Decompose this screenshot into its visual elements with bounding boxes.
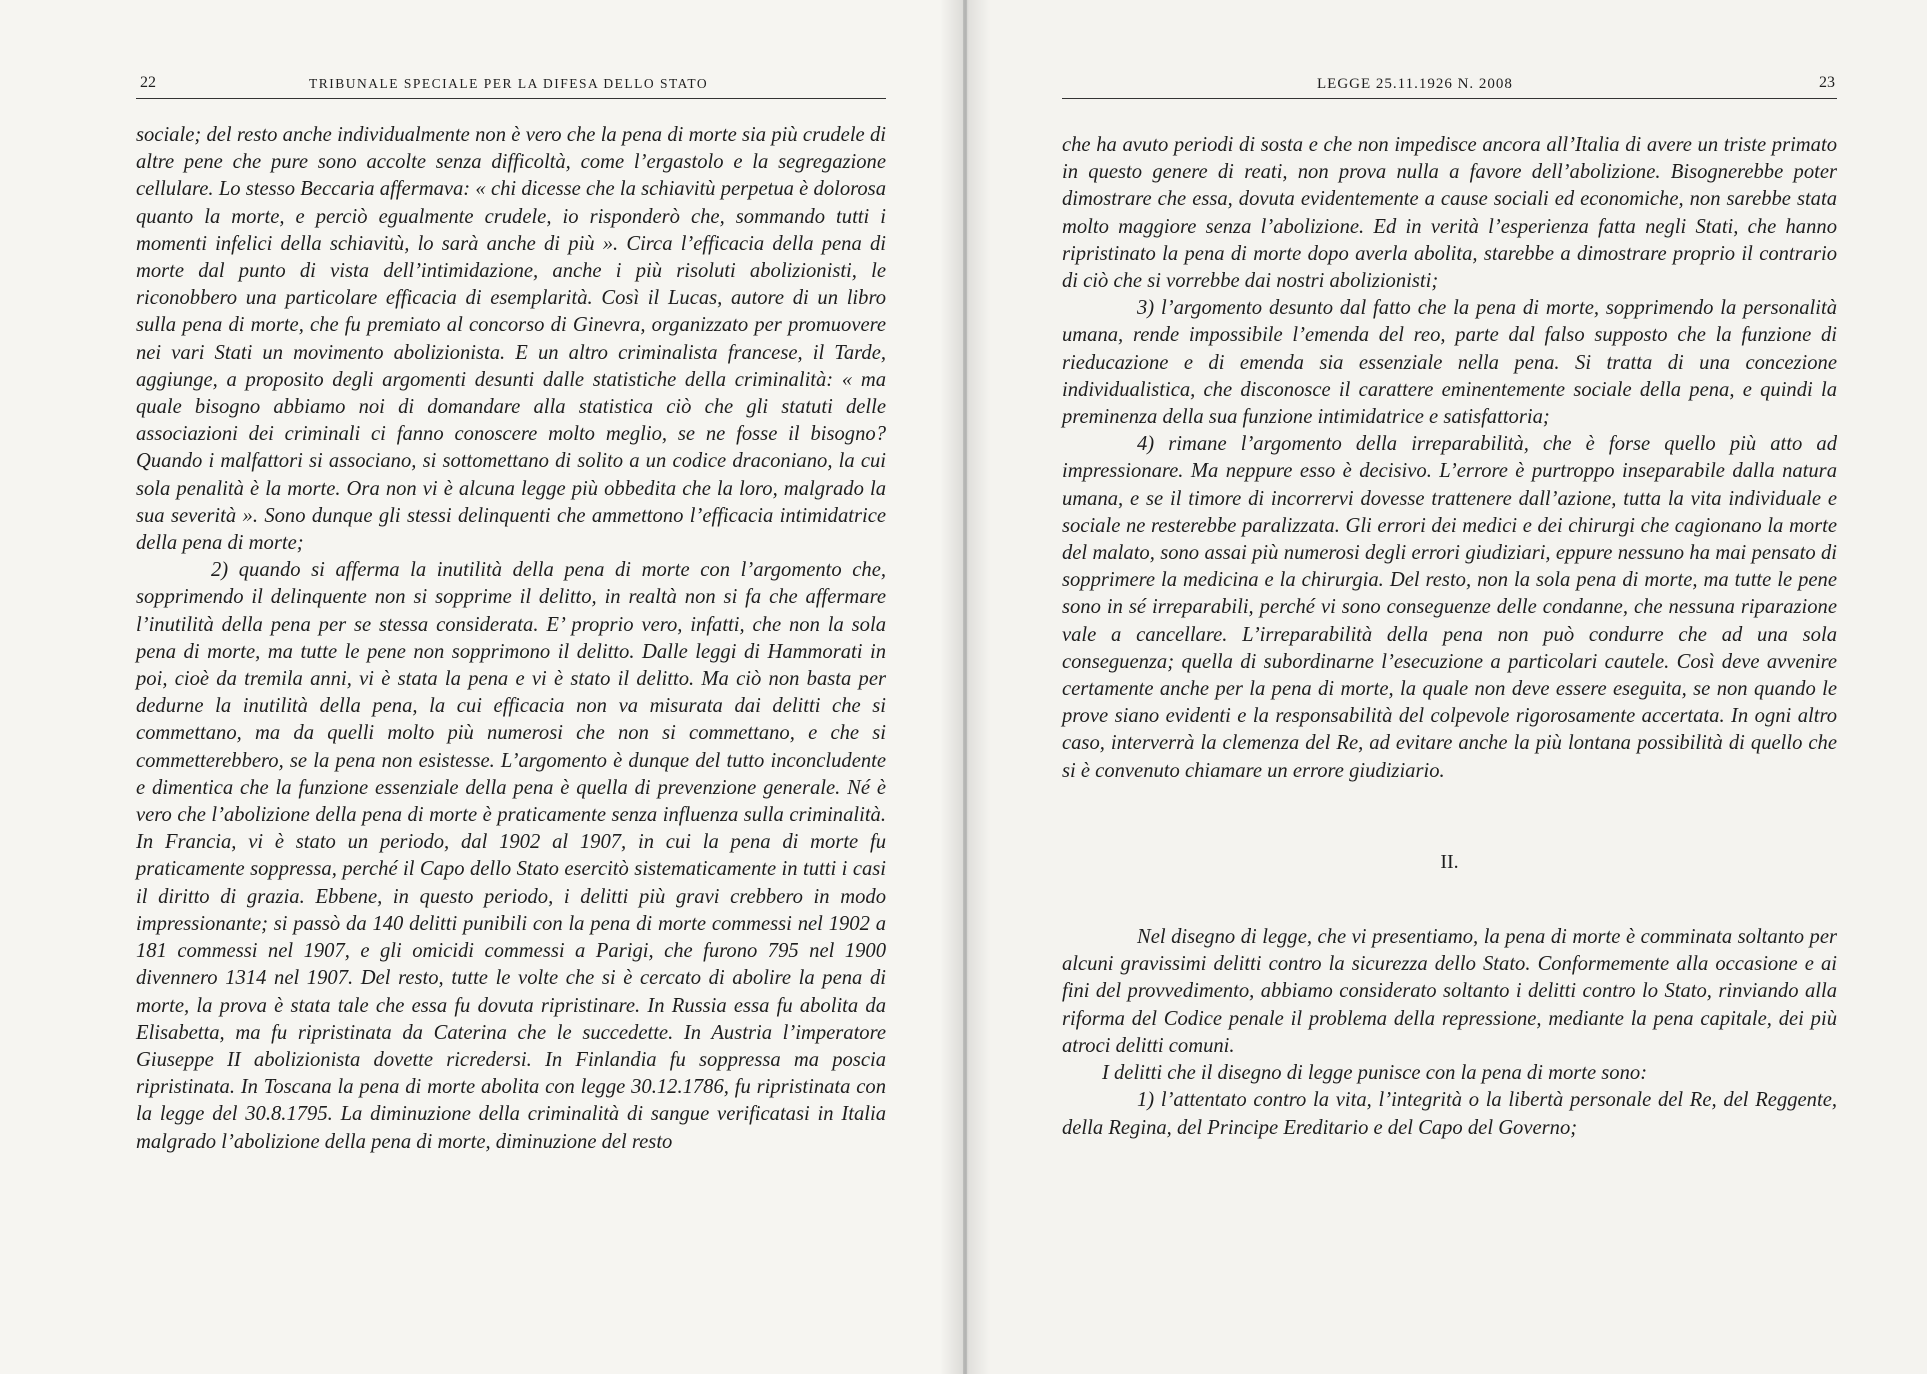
book-gutter-shadow <box>940 0 990 1374</box>
paragraph: I delitti che il disegno di legge punisce con la pena di morte sono: <box>1102 1062 1648 1085</box>
right-page-body <box>1062 132 1837 1142</box>
paragraph: 3) l’argomento desunto dal fatto che la pena di morte, sopprimendo la personalità umana, rende impossibile l’emenda del reo, parte dal falso supposto che la funzione di rieducazione e di emenda sia essenziale nella pena. Si tratta di una concezione individualistica, che disconosce il carattere eminentemente sociale della pena, e quindi la preminenza della sua funzione intimidatrice e satisfattoria; <box>1062 297 1837 429</box>
left-page-body <box>136 122 886 1156</box>
running-head: LEGGE 25.11.1926 N. 2008 <box>1317 76 1513 92</box>
right-page-header <box>1062 72 1837 99</box>
paragraph: 4) rimane l’argomento della irreparabilità, che è forse quello più atto ad impressionare. Ma neppure esso è decisivo. L’errore è purtroppo inseparabile dalla natura umana, e se il timore di incorrervi dovesse trattenere dall’azione, tutta la vita individuale e sociale ne resterebbe paralizzata. Gli errori dei medici e dei chirurgi che cagionano la morte del malato, sono assai più numerosi degli errori giudiziari, eppure nessuno ha mai pensato di sopprimere la medicina e la chirurgia. Del resto, non la sola pena di morte, ma tutte le pene sono in sé irreparabili, perché vi sono conseguenze delle condanne, che nessuna riparazione vale a cancellare. L’irreparabilità della pena non può condurre che ad una sola conseguenza; quella di subordinarne l’esecuzione a particolari cautele. Così deve avvenire certamente anche per la pena di morte, la quale non deve essere eseguita, se non quando le prove siano evidenti e la responsabilità del colpevole rigorosamente accertata. In ogni altro caso, interverrà la clemenza del Re, ad evitare anche la più lontana possibilità di quello che si è convenuto chiamare un errore giudiziario. <box>1062 433 1837 782</box>
left-page <box>0 0 963 1374</box>
paragraph: Nel disegno di legge, che vi presentiamo, la pena di morte è comminata soltanto per alcuni gravissimi delitti contro la sicurezza dello Stato. Conformemente alla occasione e ai fini del provvedimento, abbiamo considerato soltanto i delitti contro lo Stato, rinviando alla riforma del Codice penale il problema della repressione, mediante la pena capitale, dei più atroci delitti comuni. <box>1062 926 1837 1057</box>
page-number: 22 <box>140 74 156 91</box>
running-head: TRIBUNALE SPECIALE PER LA DIFESA DELLO STATO <box>309 76 709 91</box>
paragraph: sociale; del resto anche individualmente non è vero che la pena di morte sia più crudele di altre pene che pure sono accolte senza difficoltà, come l’ergastolo e la segregazione cellulare. Lo stesso Beccaria affermava: « chi dicesse che la schiavitù perpetua è dolorosa quanto la morte, e perciò egualmente crudele, io risponderò che, sommando tutti i momenti infelici della schiavitù, lo sarà anche di più ». Circa l’efficacia della pena di morte dal punto di vista dell’intimidazione, anche i più risoluti abolizionisti, le riconobbero una particolare efficacia di esemplarità. Così il Lucas, autore di un libro sulla pena di morte, che fu premiato al concorso di Ginevra, organizzato per promuovere nei vari Stati un movimento abolizionista. E un altro criminalista francese, il Tarde, aggiunge, a proposito degli argomenti desunti dalle statistiche della criminalità: « ma quale bisogno abbiamo noi di domandare alla statistica ciò che gli statuti delle associazioni dei criminali ci fanno conoscere molto meglio, se ne fosse il bisogno? Quando i malfattori si associano, si sottomettano di solito a un codice draconiano, la cui sola penalità è la morte. Ora non vi è alcuna legge più obbedita che la loro, malgrado la sua severità ». Sono dunque gli stessi delinquenti che ammettono l’efficacia intimidatrice della pena di morte; <box>136 124 886 555</box>
paragraph: 1) l’attentato contro la vita, l’integrità o la libertà personale del Re, del Reggente, della Regina, del Principe Ereditario e del Capo del Governo; <box>1062 1089 1837 1139</box>
right-page <box>967 0 1927 1374</box>
page-number: 23 <box>1819 74 1835 91</box>
left-page-header <box>136 72 886 99</box>
paragraph: che ha avuto periodi di sosta e che non impedisce ancora all’Italia di avere un triste primato in questo genere di reati, non prova nulla a favore dell’abolizione. Bisognerebbe poter dimostrare che essa, dovuta evidentemente a cause sociali ed economiche, non sarebbe stata molto maggiore senza l’abolizione. Ed in verità l’esperienza fatta negli Stati, che hanno ripristinato la pena di morte dopo averla abolita, starebbe a dimostrare proprio il contrario di ciò che si vorrebbe dai nostri abolizionisti; <box>1062 134 1837 293</box>
section-heading: II. <box>1440 850 1459 873</box>
paragraph: 2) quando si afferma la inutilità della pena di morte con l’argomento che, sopprimendo il delinquente non si sopprime il delitto, in realtà non si fa che affermare l’inutilità della pena per se stessa considerata. E’ proprio vero, infatti, che non la sola pena di morte, ma tutte le pene non sopprimono il delitto. Dalle leggi di Hammorati in poi, cioè da tremila anni, vi è stata la pena e vi è stato il delitto. Ma ciò non basta per dedurne la inutilità della pena, la cui efficacia non va misurata dai delitti che si commettano, ma da quelli molto più numerosi che non si commettano, e che si commetterebbero, se la pena non esistesse. L’argomento è dunque del tutto inconcludente e dimentica che la funzione essenziale della pena è quella di prevenzione generale. Né è vero che l’abolizione della pena di morte è praticamente senza influenza sulla criminalità. In Francia, vi è stato un periodo, dal 1902 al 1907, in cui la pena di morte fu praticamente soppressa, perché il Capo dello Stato esercitò sistematicamente in tutti i casi il diritto di grazia. Ebbene, in questo periodo, i delitti più gravi crebbero in modo impressionante; si passò da 140 delitti punibili con la pena di morte commessi nel 1902 a 181 commessi nel 1907, e gli omicidi commessi a Parigi, che furono 795 nel 1900 divennero 1314 nel 1907. Del resto, tutte le volte che si è cercato di abolire la pena di morte, la prova è stata tale che essa fu dovuta ripristinare. In Russia essa fu abolita da Elisabetta, ma fu ripristinata da Caterina che le succedette. In Austria l’imperatore Giuseppe II abolizionista dovette ricredersi. In Finlandia fu soppressa ma poscia ripristinata. In Toscana la pena di morte abolita con legge 30.12.1786, fu ripristinata con la legge del 30.8.1795. La diminuzione della criminalità di sangue verificatasi in Italia malgrado l’abolizione della pena di morte, diminuzione del resto <box>136 559 886 1153</box>
